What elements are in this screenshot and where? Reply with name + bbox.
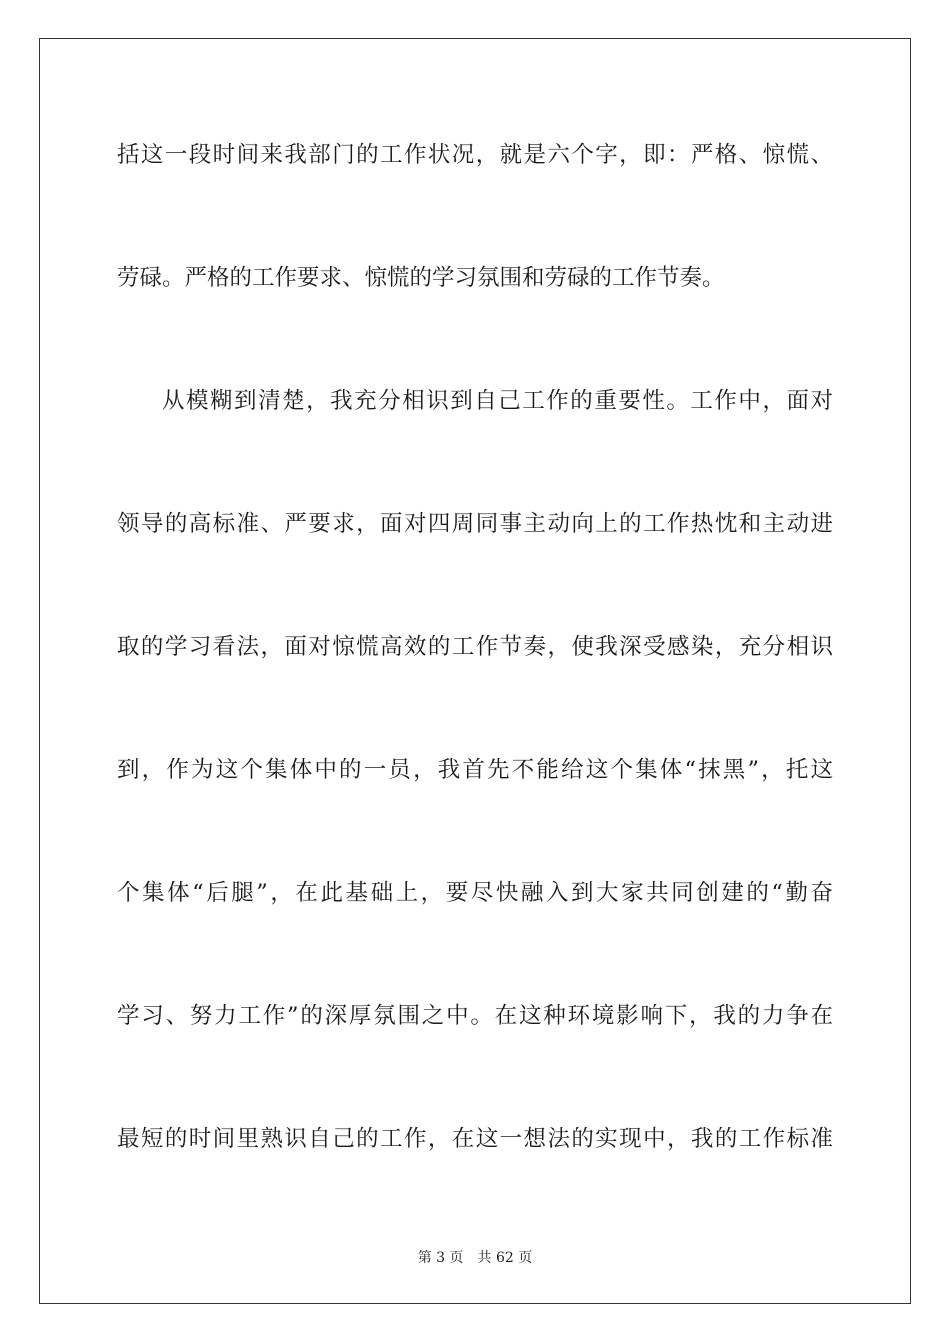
text-line: 劳碌。严格的工作要求、惊慌的学习氛围和劳碌的工作节奏。 — [117, 265, 725, 291]
text-line: 最短的时间里熟识自己的工作，在这一想法的实现中，我的工作标准 — [117, 1126, 833, 1152]
page-number: 第 3 页 — [417, 1250, 464, 1266]
text-line: 取的学习看法，面对惊慌高效的工作节奏，使我深受感染，充分相识 — [117, 634, 833, 660]
text-line: 括这一段时间来我部门的工作状况，就是六个字，即：严格、惊慌、 — [117, 142, 833, 168]
text-line: 到，作为这个集体中的一员，我首先不能给这个集体“抹黑”，托这 — [117, 757, 833, 783]
text-line: 学习、努力工作”的深厚氛围之中。在这种环境影响下，我的力争在 — [117, 1003, 833, 1029]
page-total: 共 62 页 — [477, 1250, 533, 1266]
text-line: 从模糊到清楚，我充分相识到自己工作的重要性。工作中，面对 — [162, 388, 833, 414]
text-line: 个集体“后腿”，在此基础上，要尽快融入到大家共同创建的“勤奋 — [117, 880, 833, 906]
page-footer — [0, 1247, 950, 1267]
text-line: 领导的高标准、严要求，面对四周同事主动向上的工作热忱和主动进 — [117, 511, 833, 537]
document-body — [117, 120, 833, 1227]
